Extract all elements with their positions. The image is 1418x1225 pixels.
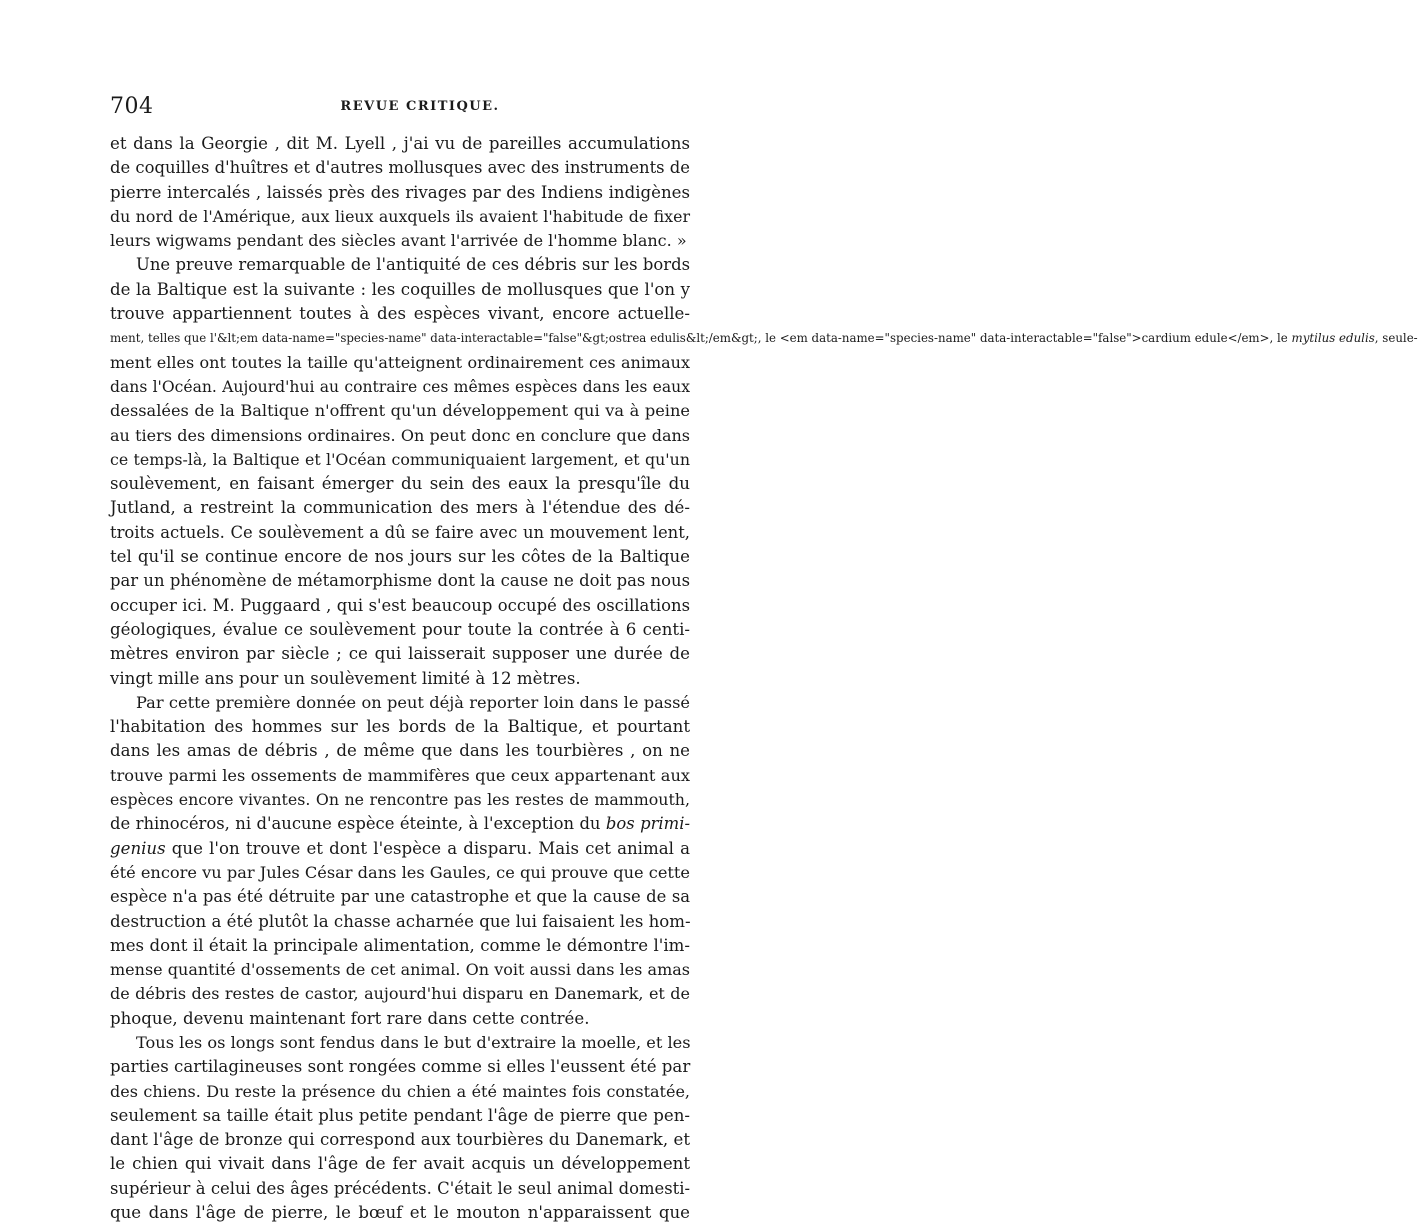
text-line: de coquilles d'huîtres et d'autres mollusques avec des instruments de bbox=[110, 158, 690, 178]
species-name: genius bbox=[110, 838, 166, 858]
text-line: de la Baltique est la suivante : les coquilles de mollusques que l'on y bbox=[110, 279, 690, 299]
text-line: des chiens. Du reste la présence du chien a été maintes fois constatée, bbox=[110, 1081, 690, 1101]
text-line: trouve appartiennent toutes à des espèces vivant, encore actuelle- bbox=[110, 304, 690, 324]
text-line: espèces encore vivantes. On ne rencontre pas les restes de mammouth, bbox=[110, 790, 690, 810]
text-line: géologiques, évalue ce soulèvement pour toute la contrée à 6 centi- bbox=[110, 619, 690, 639]
text-line: soulèvement, en faisant émerger du sein des eaux la presqu'île du bbox=[110, 474, 690, 494]
text-line: dans l'Océan. Aujourd'hui au contraire ces mêmes espèces dans les eaux bbox=[110, 377, 690, 396]
text-line: genius que l'on trouve et dont l'espèce a disparu. Mais cet animal a bbox=[110, 838, 690, 858]
species-name: mytilus edulis bbox=[1291, 331, 1375, 346]
text-line: occuper ici. M. Puggaard , qui s'est beaucoup occupé des oscillations bbox=[110, 595, 690, 615]
text-line: dessalées de la Baltique n'offrent qu'un développement qui va à peine bbox=[110, 401, 690, 421]
text-line: du nord de l'Amérique, aux lieux auxquels ils avaient l'habitude de fixer bbox=[110, 206, 690, 226]
paragraph-1 bbox=[110, 132, 690, 253]
text-line: que dans l'âge de pierre, le bœuf et le mouton n'apparaissent que bbox=[110, 1203, 690, 1223]
document-page bbox=[110, 92, 1418, 1225]
text-line: Par cette première donnée on peut déjà reporter loin dans le passé bbox=[136, 692, 690, 712]
text-line: ment elles ont toutes la taille qu'atteignent ordinairement ces animaux bbox=[110, 352, 690, 372]
page-number: 704 bbox=[110, 94, 154, 119]
text-line: par un phénomène de métamorphisme dont la cause ne doit pas nous bbox=[110, 571, 690, 591]
body-text bbox=[110, 132, 1418, 1225]
text-line: pierre intercalés , laissés près des rivages par des Indiens indigènes bbox=[110, 182, 690, 202]
text-line: leurs wigwams pendant des siècles avant l'arrivée de l'homme blanc. » bbox=[110, 231, 687, 251]
text-line: Jutland, a restreint la communication des mers à l'étendue des dé- bbox=[110, 498, 690, 518]
text-line: espèce n'a pas été détruite par une catastrophe et que la cause de sa bbox=[110, 887, 690, 907]
text-line: mes dont il était la principale alimentation, comme le démontre l'im- bbox=[110, 935, 690, 955]
text-line: mense quantité d'ossements de cet animal. On voit aussi dans les amas bbox=[110, 960, 690, 980]
text-line: été encore vu par Jules César dans les Gaules, ce qui prouve que cette bbox=[110, 862, 690, 882]
text-line: vingt mille ans pour un soulèvement limité à 12 mètres. bbox=[110, 668, 581, 688]
running-head: REVUE CRITIQUE. bbox=[340, 99, 500, 114]
text-line: destruction a été plutôt la chasse acharnée que lui faisaient les hom- bbox=[110, 911, 691, 931]
text-line: trouve parmi les ossements de mammifères que ceux appartenant aux bbox=[110, 765, 690, 785]
text-line: et dans la Georgie , dit M. Lyell , j'ai vu de pareilles accumulations bbox=[110, 134, 690, 153]
text-line: dans les amas de débris , de même que dans les tourbières , on ne bbox=[110, 741, 690, 761]
text-line: ment, telles que l'&lt;em data-name="species-name" data-interactable="false"&gt;ostrea edulis&lt;/em&gt;, le <em data-name="species-name" data-interactable="false">cardium edule</em>, le mytilus edulis, seule- bbox=[110, 331, 1418, 346]
text-line: phoque, devenu maintenant fort rare dans cette contrée. bbox=[110, 1008, 590, 1028]
text-line: Tous les os longs sont fendus dans le but d'extraire la moelle, et les bbox=[136, 1032, 691, 1052]
text-line: supérieur à celui des âges précédents. C'était le seul animal domesti- bbox=[110, 1178, 690, 1198]
text-line: tel qu'il se continue encore de nos jours sur les côtes de la Baltique bbox=[110, 547, 690, 567]
text-line: Une preuve remarquable de l'antiquité de ces débris sur les bords bbox=[136, 255, 690, 275]
text-line: ce temps-là, la Baltique et l'Océan communiquaient largement, et qu'un bbox=[110, 449, 690, 469]
paragraph-4 bbox=[110, 1031, 690, 1225]
text-line: au tiers des dimensions ordinaires. On peut donc en conclure que dans bbox=[110, 425, 690, 445]
text-line: seulement sa taille était plus petite pendant l'âge de pierre que pen- bbox=[110, 1105, 690, 1125]
text-line: mètres environ par siècle ; ce qui laisserait supposer une durée de bbox=[110, 644, 690, 664]
text-line: le chien qui vivait dans l'âge de fer avait acquis un développement bbox=[110, 1154, 690, 1174]
text-line: de rhinocéros, ni d'aucune espèce éteinte, à l'exception du bos primi- bbox=[110, 814, 690, 834]
text-line: dant l'âge de bronze qui correspond aux tourbières du Danemark, et bbox=[110, 1130, 690, 1150]
paragraph-2 bbox=[110, 253, 1418, 690]
page-header bbox=[110, 92, 690, 128]
paragraph-3 bbox=[110, 691, 690, 1031]
text-line: de débris des restes de castor, aujourd'hui disparu en Danemark, et de bbox=[110, 984, 690, 1004]
text-line: troits actuels. Ce soulèvement a dû se faire avec un mouvement lent, bbox=[110, 522, 690, 542]
text-line: parties cartilagineuses sont rongées comme si elles l'eussent été par bbox=[110, 1057, 691, 1077]
text-line: l'habitation des hommes sur les bords de la Baltique, et pourtant bbox=[110, 717, 690, 737]
species-name: bos primi- bbox=[605, 814, 690, 834]
